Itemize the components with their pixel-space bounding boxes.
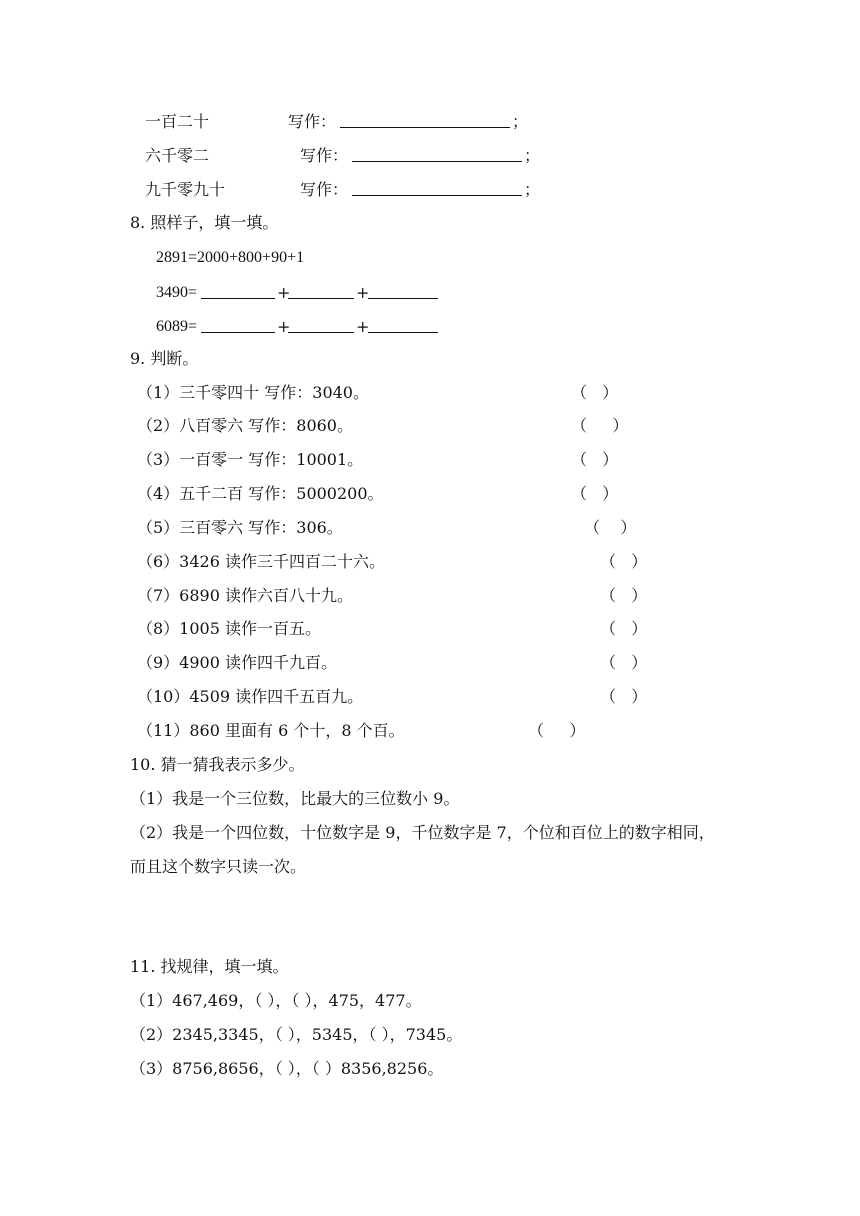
s9-item-7: （7）6890 读作六百八十九。 [137,586,353,605]
s10-q2-line2: 而且这个数字只读一次。 [130,857,307,876]
s8-row-2-blank-1[interactable] [201,318,275,333]
s8-example: 2891=2000+800+90+1 [156,249,305,266]
s9-item-9: （9）4900 读作四千九百。 [137,653,337,672]
s11-item-2: （2）2345,3345，（ ），5345，（ ），7345。 [130,1025,463,1044]
s9-item-5: （5）三百零六 写作：306。 [137,518,343,537]
s9-item-8: （8）1005 读作一百五。 [137,619,321,638]
s9-title: 9. 判断。 [130,349,199,368]
s7-row-1-blank[interactable] [340,113,510,128]
s8-row-2-plus-2: + [356,317,370,336]
s8-row-2-blank-3[interactable] [368,318,438,333]
s7-row-1-label: 写作： [288,112,337,131]
s7-row-1-end: ； [512,112,529,131]
s9-item-5-answer[interactable]: （ ） [584,518,637,537]
s7-row-2-word: 六千零二 [145,146,210,165]
s9-item-1-answer[interactable]: （ ） [571,383,619,402]
s9-item-4: （4）五千二百 写作：5000200。 [137,484,384,503]
s7-row-2-label: 写作： [300,146,349,165]
s8-row-2-lhs: 6089= [156,318,198,335]
s7-row-3-end: ； [524,180,541,199]
s7-row-3-word: 九千零九十 [145,180,226,199]
s8-row-1-plus-2: + [356,283,370,302]
s9-item-2-answer[interactable]: （ ） [571,416,629,435]
s10-q2-line1: （2）我是一个四位数，十位数字是 9，千位数字是 7，个位和百位上的数字相同， [130,823,715,842]
s7-row-2-end: ； [524,146,541,165]
s9-item-7-answer[interactable]: （ ） [600,586,648,605]
s9-item-6-answer[interactable]: （ ） [600,552,648,571]
s7-row-3-blank[interactable] [352,181,522,196]
s11-item-3: （3）8756,8656，（ ），（ ）8356,8256。 [130,1059,444,1078]
s9-item-8-answer[interactable]: （ ） [600,619,648,638]
s8-row-1-blank-2[interactable] [288,284,354,299]
s8-row-2-blank-2[interactable] [288,318,354,333]
s9-item-9-answer[interactable]: （ ） [600,653,648,672]
s9-item-1: （1）三千零四十 写作：3040。 [137,383,369,402]
s10-title: 10. 猜一猜我表示多少。 [130,755,305,774]
s9-item-10: （10）4509 读作四千五百九。 [137,687,364,706]
s8-row-2-plus-1: + [277,317,291,336]
s8-row-1-blank-1[interactable] [201,284,275,299]
s7-row-1-word: 一百二十 [145,112,210,131]
s8-row-1-plus-1: + [277,283,291,302]
s10-q1: （1）我是一个三位数，比最大的三位数小 9。 [130,789,460,808]
s7-row-2-blank[interactable] [352,147,522,162]
s8-title: 8. 照样子，填一填。 [130,213,279,232]
s7-row-3-label: 写作： [300,180,349,199]
s9-item-10-answer[interactable]: （ ） [600,687,648,706]
s8-row-1-blank-3[interactable] [368,284,438,299]
s11-item-1: （1）467,469，（ ），（ ），475，477。 [130,991,422,1010]
s8-row-1-lhs: 3490= [156,284,198,301]
s9-item-6: （6）3426 读作三千四百二十六。 [137,552,385,571]
s9-item-3: （3）一百零一 写作：10001。 [137,450,364,469]
s9-item-3-answer[interactable]: （ ） [571,450,619,469]
s11-title: 11. 找规律，填一填。 [130,957,289,976]
s9-item-4-answer[interactable]: （ ） [571,484,619,503]
s9-item-11-answer[interactable]: （ ） [528,721,586,740]
s9-item-2: （2）八百零六 写作：8060。 [137,416,353,435]
s9-item-11: （11）860 里面有 6 个十，8 个百。 [137,721,405,740]
